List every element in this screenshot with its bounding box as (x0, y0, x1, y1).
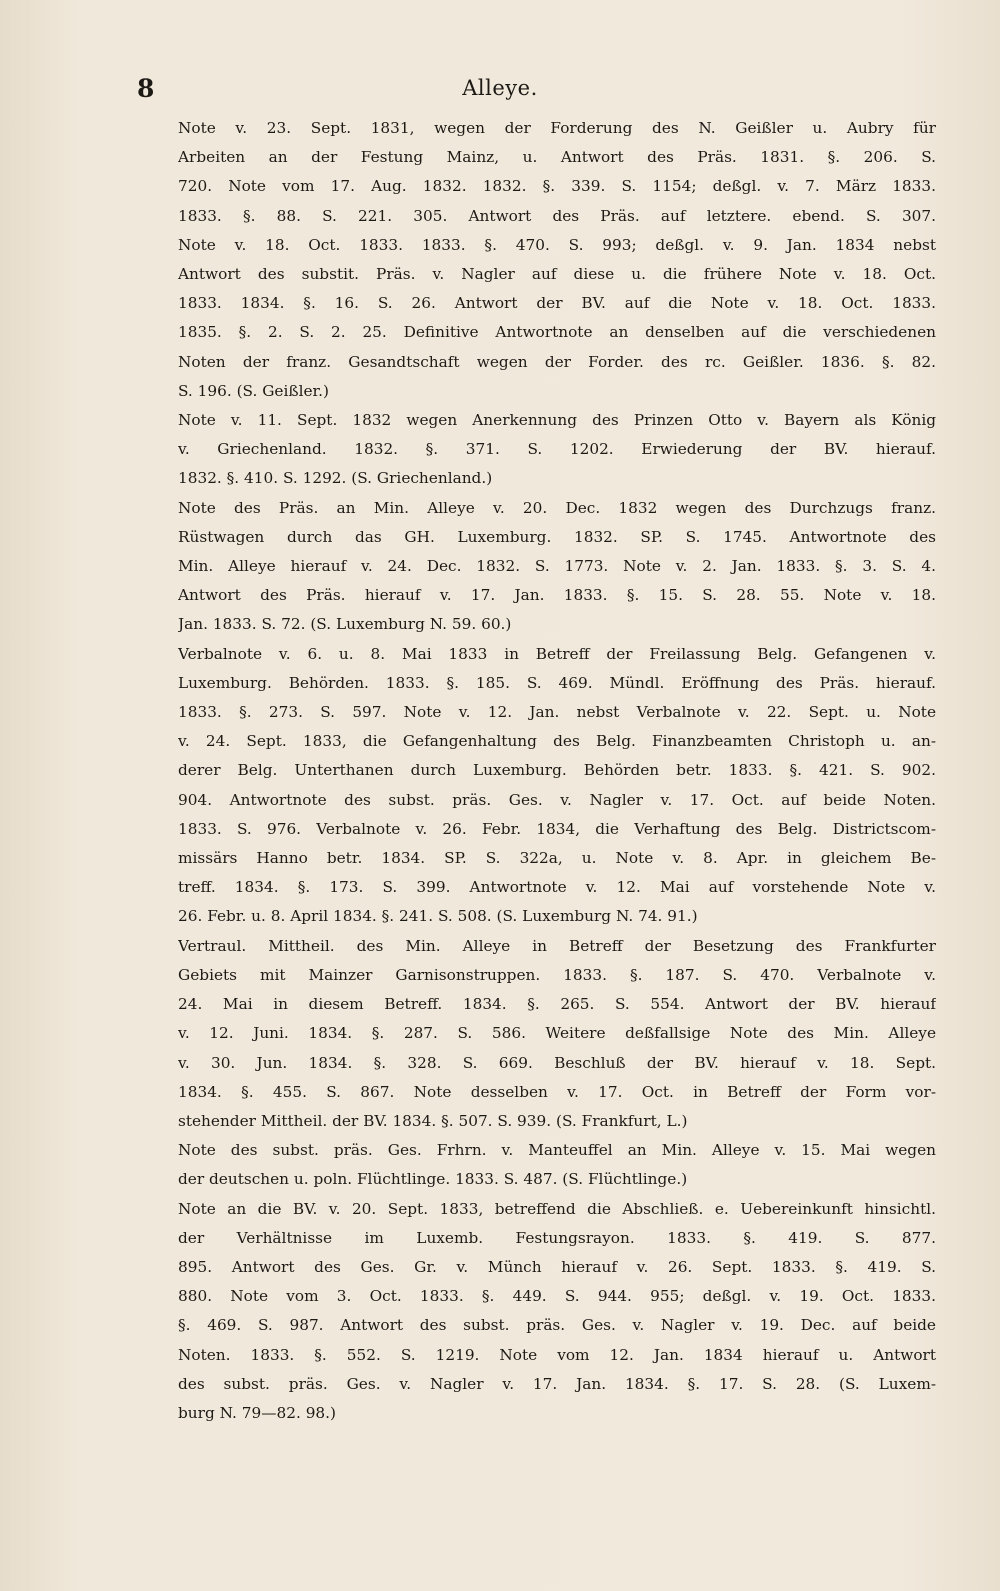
entry-line: 904. Antwortnote des subst. präs. Ges. v. Nagler v. 17. Oct. auf beide Noten. (178, 790, 936, 809)
page-number: 8 (137, 74, 155, 103)
index-entry (176, 1136, 936, 1194)
index-entry (176, 494, 936, 640)
entry-line: v. 12. Juni. 1834. §. 287. S. 586. Weitere deßfallsige Note des Min. Alleye (178, 1024, 936, 1043)
entry-line: Vertraul. Mittheil. des Min. Alleye in Betreff der Besetzung des Frankfurter (178, 936, 936, 955)
entry-line: 24. Mai in diesem Betreff. 1834. §. 265. S. 554. Antwort der BV. hierauf (178, 995, 936, 1014)
entry-line: Antwort des substit. Präs. v. Nagler auf diese u. die frühere Note v. 18. Oct. (178, 265, 936, 284)
entry-line: Note v. 23. Sept. 1831, wegen der Forderung des N. Geißler u. Aubry für (178, 119, 936, 137)
entry-line: Antwort des Präs. hierauf v. 17. Jan. 1833. §. 15. S. 28. 55. Note v. 18. (178, 586, 936, 605)
index-entry (176, 1195, 936, 1429)
entry-line: Note v. 18. Oct. 1833. 1833. §. 470. S. 993; deßgl. v. 9. Jan. 1834 nebst (178, 235, 936, 254)
entry-line: 1833. S. 976. Verbalnote v. 26. Febr. 1834, die Verhaftung des Belg. Districtscom- (178, 819, 936, 838)
entry-line: Note des subst. präs. Ges. Frhrn. v. Manteuffel an Min. Alleye v. 15. Mai wegen (178, 1141, 936, 1160)
entry-line: Note des Präs. an Min. Alleye v. 20. Dec. 1832 wegen des Durchzugs franz. (178, 498, 936, 517)
entry-line: S. 196. (S. Geißler.) (178, 381, 329, 400)
entry-line: missärs Hanno betr. 1834. SP. S. 322a, u. Note v. 8. Apr. in gleichem Be- (178, 849, 936, 868)
entry-line: Luxemburg. Behörden. 1833. §. 185. S. 469. Mündl. Eröffnung des Präs. hierauf. (178, 673, 936, 692)
entry-line: §. 469. S. 987. Antwort des subst. präs. Ges. v. Nagler v. 19. Dec. auf beide (178, 1316, 936, 1335)
entry-line: der deutschen u. poln. Flüchtlinge. 1833. S. 487. (S. Flüchtlinge.) (178, 1170, 688, 1189)
entry-line: des subst. präs. Ges. v. Nagler v. 17. Jan. 1834. §. 17. S. 28. (S. Luxem- (178, 1374, 936, 1393)
entry-line: 26. Febr. u. 8. April 1834. §. 241. S. 508. (S. Luxemburg N. 74. 91.) (178, 907, 698, 926)
entry-line: 1832. §. 410. S. 1292. (S. Griechenland.) (178, 469, 493, 488)
entry-line: 720. Note vom 17. Aug. 1832. 1832. §. 339. S. 1154; deßgl. v. 7. März 1833. (178, 177, 936, 196)
entry-line: Rüstwagen durch das GH. Luxemburg. 1832. SP. S. 1745. Antwortnote des (178, 527, 936, 546)
entry-line: derer Belg. Unterthanen durch Luxemburg. Behörden betr. 1833. §. 421. S. 902. (178, 761, 936, 780)
entry-line: 1834. §. 455. S. 867. Note desselben v. 17. Oct. in Betreff der Form vor- (178, 1082, 936, 1101)
entry-line: v. 24. Sept. 1833, die Gefangenhaltung des Belg. Finanzbeamten Christoph u. an- (178, 732, 936, 751)
index-entry (176, 406, 936, 494)
entry-line: 880. Note vom 3. Oct. 1833. §. 449. S. 944. 955; deßgl. v. 19. Oct. 1833. (178, 1287, 936, 1306)
entry-line: 1833. 1834. §. 16. S. 26. Antwort der BV. auf die Note v. 18. Oct. 1833. (178, 294, 936, 313)
entry-line: 1835. §. 2. S. 2. 25. Definitive Antwortnote an denselben auf die verschiedenen (178, 323, 936, 342)
entry-line: Noten. 1833. §. 552. S. 1219. Note vom 12. Jan. 1834 hierauf u. Antwort (178, 1345, 936, 1364)
entry-line: Min. Alleye hierauf v. 24. Dec. 1832. S. 1773. Note v. 2. Jan. 1833. §. 3. S. 4. (178, 557, 936, 576)
entry-line: Gebiets mit Mainzer Garnisonstruppen. 1833. §. 187. S. 470. Verbalnote v. (178, 965, 936, 984)
entry-line: Noten der franz. Gesandtschaft wegen der Forder. des rc. Geißler. 1836. §. 82. (178, 352, 936, 371)
entry-line: Jan. 1833. S. 72. (S. Luxemburg N. 59. 60.) (178, 615, 512, 634)
entry-line: 1833. §. 273. S. 597. Note v. 12. Jan. nebst Verbalnote v. 22. Sept. u. Note (178, 703, 936, 722)
entry-line: 1833. §. 88. S. 221. 305. Antwort des Präs. auf letztere. ebend. S. 307. (178, 206, 936, 225)
index-entry (176, 114, 936, 406)
index-entry (176, 640, 936, 932)
index-entries (176, 114, 936, 1428)
entry-line: der Verhältnisse im Luxemb. Festungsrayon. 1833. §. 419. S. 877. (178, 1228, 936, 1247)
entry-line: Note an die BV. v. 20. Sept. 1833, betreffend die Abschließ. e. Uebereinkunft hinsichtl. (178, 1199, 936, 1218)
entry-line: v. Griechenland. 1832. §. 371. S. 1202. Erwiederung der BV. hierauf. (178, 440, 936, 459)
entry-line: v. 30. Jun. 1834. §. 328. S. 669. Beschluß der BV. hierauf v. 18. Sept. (178, 1053, 936, 1072)
entry-line: treff. 1834. §. 173. S. 399. Antwortnote v. 12. Mai auf vorstehende Note v. (178, 878, 936, 897)
entry-line: stehender Mittheil. der BV. 1834. §. 507. S. 939. (S. Frankfurt, L.) (178, 1111, 688, 1130)
running-title: Alleye. (462, 76, 538, 100)
entry-line: burg N. 79—82. 98.) (178, 1403, 336, 1422)
entry-line: Arbeiten an der Festung Mainz, u. Antwort des Präs. 1831. §. 206. S. (178, 148, 936, 167)
entry-line: Note v. 11. Sept. 1832 wegen Anerkennung des Prinzen Otto v. Bayern als König (178, 411, 936, 430)
entry-line: Verbalnote v. 6. u. 8. Mai 1833 in Betreff der Freilassung Belg. Gefangenen v. (178, 644, 936, 663)
page-header (0, 70, 1000, 110)
index-entry (176, 932, 936, 1136)
entry-line: 895. Antwort des Ges. Gr. v. Münch hierauf v. 26. Sept. 1833. §. 419. S. (178, 1257, 936, 1276)
